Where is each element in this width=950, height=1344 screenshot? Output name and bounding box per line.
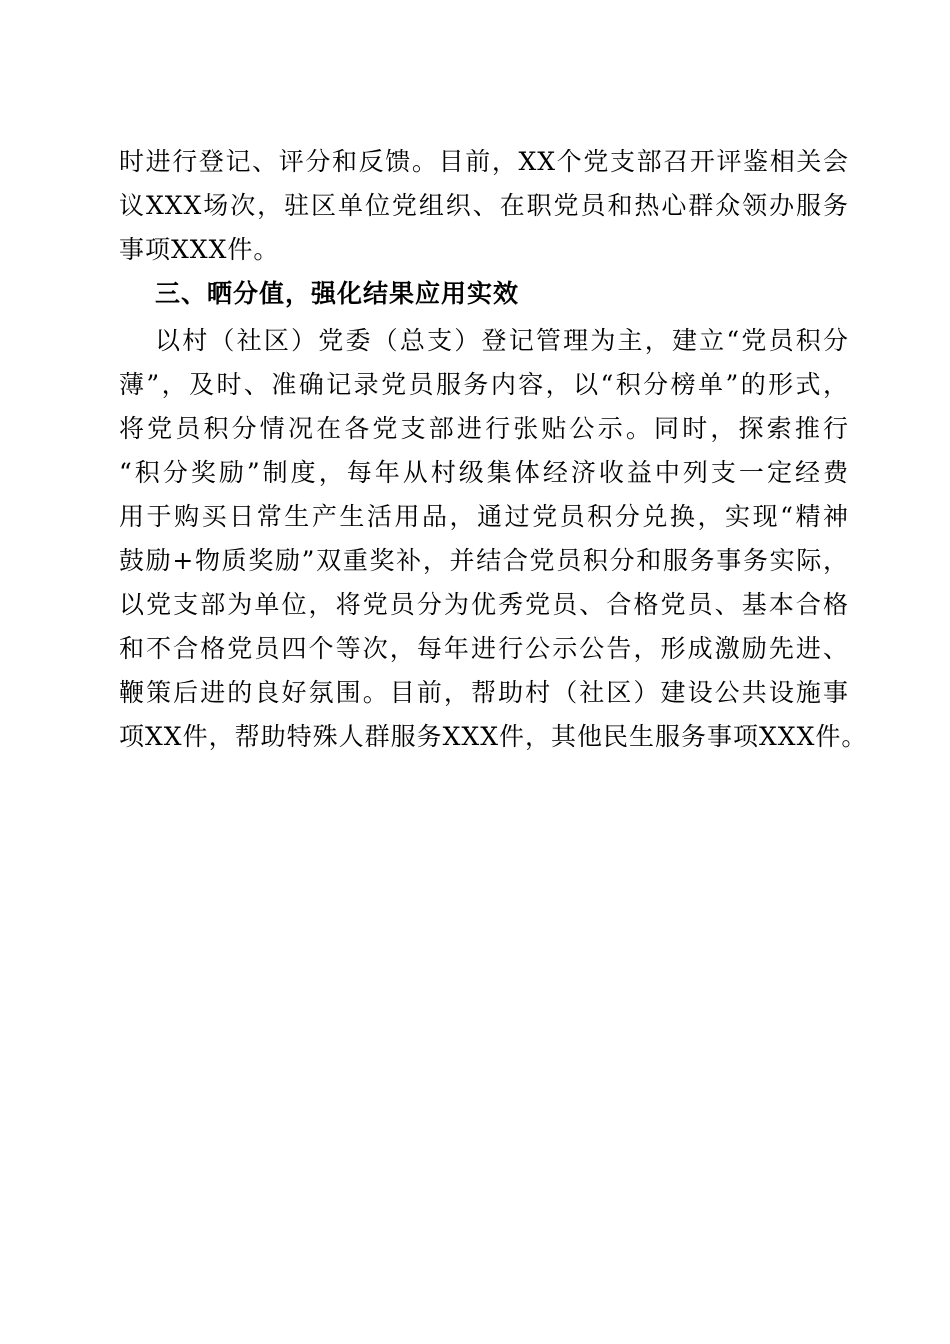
paragraph-line: 项XX件，帮助特殊人群服务XXX件，其他民生服务事项XXX件。 [119, 722, 868, 751]
paragraph-line: 鞭策后进的良好氛围。目前，帮助村（社区）建设公共设施事 [119, 678, 849, 707]
paragraph-line: 将党员积分情况在各党支部进行张贴公示。同时，探索推行 [119, 414, 849, 443]
paragraph-line: 薄”，及时、准确记录党员服务内容，以“积分榜单”的形式， [119, 370, 849, 399]
paragraph-line: 议XXX场次，驻区单位党组织、在职党员和热心群众领办服务 [119, 191, 849, 220]
paragraph-line: 用于购买日常生产生活用品，通过党员积分兑换，实现“精神 [119, 502, 849, 531]
paragraph-continuation [119, 140, 849, 272]
section-heading: 三、晒分值，强化结果应用实效 [155, 279, 520, 308]
paragraph-line: 鼓励+物质奖励”双重奖补，并结合党员积分和服务事务实际， [119, 546, 849, 575]
paragraph-line: 以党支部为单位，将党员分为优秀党员、合格党员、基本合格 [119, 590, 849, 619]
paragraph-line: 以村（社区）党委（总支）登记管理为主，建立“党员积分 [155, 326, 849, 355]
paragraph-body [119, 319, 868, 759]
paragraph-line: 事项XXX件。 [119, 235, 280, 264]
paragraph-line: 时进行登记、评分和反馈。目前，XX个党支部召开评鉴相关会 [119, 147, 849, 176]
paragraph-line: 和不合格党员四个等次，每年进行公示公告，形成激励先进、 [119, 634, 849, 663]
paragraph-line: “积分奖励”制度，每年从村级集体经济收益中列支一定经费 [119, 458, 849, 487]
